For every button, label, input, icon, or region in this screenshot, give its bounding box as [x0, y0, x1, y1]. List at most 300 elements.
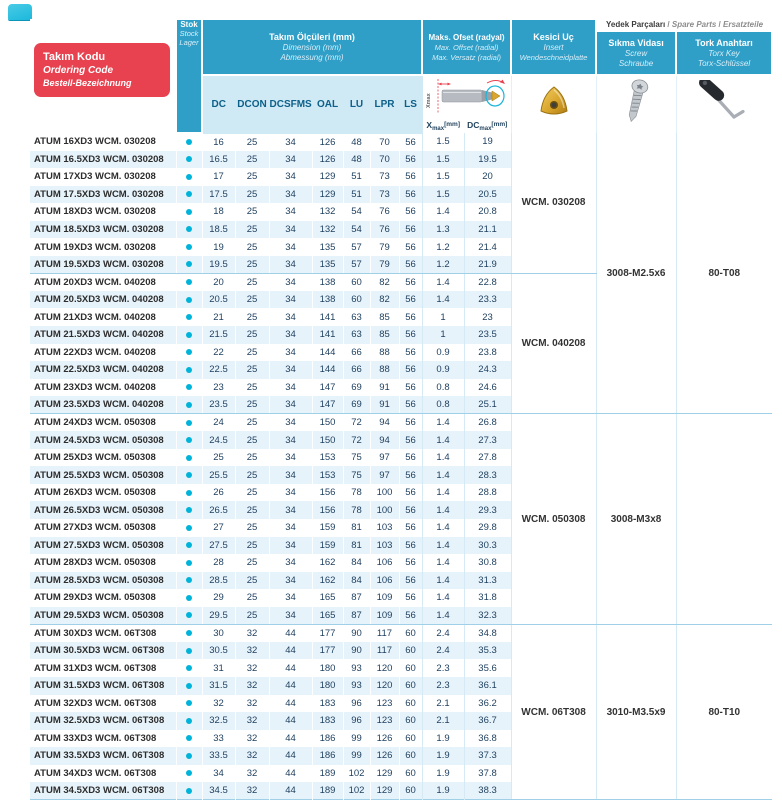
svg-text:Xmax: Xmax	[425, 93, 432, 108]
dcon-cell: 25	[235, 273, 269, 291]
dcmax-cell: 37.3	[464, 747, 511, 765]
dcsfms-cell: 34	[269, 221, 312, 239]
stock-dot-cell	[176, 396, 202, 414]
ls-cell: 56	[399, 273, 422, 291]
dc-cell: 30	[202, 624, 235, 642]
lu-cell: 75	[343, 449, 370, 467]
stock-dot-icon	[186, 490, 192, 496]
oal-cell: 147	[312, 379, 343, 397]
dc-cell: 28	[202, 554, 235, 572]
stock-dot-icon	[186, 156, 192, 162]
header-row-top	[30, 19, 772, 31]
dcon-cell: 25	[235, 168, 269, 186]
lpr-cell: 117	[370, 624, 399, 642]
dcon-cell: 25	[235, 396, 269, 414]
tool-code-cell: ATUM 24XD3 WCM. 050308	[34, 417, 156, 429]
torx-header	[676, 31, 772, 75]
dcon-cell: 25	[235, 554, 269, 572]
lu-cell: 69	[343, 379, 370, 397]
lu-cell: 93	[343, 659, 370, 677]
dcsfms-cell: 34	[269, 537, 312, 555]
dcmax-cell: 21.9	[464, 256, 511, 274]
stock-dot-icon	[186, 507, 192, 513]
dcsfms-cell: 44	[269, 712, 312, 730]
oal-cell: 153	[312, 449, 343, 467]
oal-cell: 186	[312, 730, 343, 748]
screw-icon-cell	[596, 75, 676, 133]
catalog-table	[30, 18, 773, 800]
ls-cell: 56	[399, 589, 422, 607]
dimensions-label-en: Dimension (mm)	[282, 42, 342, 52]
ls-cell: 56	[399, 291, 422, 309]
ls-cell: 60	[399, 642, 422, 660]
lu-cell: 51	[343, 186, 370, 204]
stock-dot-icon	[186, 191, 192, 197]
lu-cell: 90	[343, 624, 370, 642]
stock-dot-icon	[186, 612, 192, 618]
offset-label-en: Max. Offset (radial)	[434, 42, 499, 52]
lpr-cell: 91	[370, 396, 399, 414]
lpr-cell: 100	[370, 501, 399, 519]
xmax-cell: 1.4	[422, 554, 464, 572]
dcsfms-cell: 34	[269, 501, 312, 519]
ls-cell: 60	[399, 782, 422, 800]
stock-dot-cell	[176, 730, 202, 748]
tool-code-cell: ATUM 18.5XD3 WCM. 030208	[30, 221, 176, 239]
col-header-dc: DC	[202, 75, 235, 133]
dcon-cell: 25	[235, 291, 269, 309]
stock-dot-cell	[176, 344, 202, 362]
screw-header	[596, 31, 676, 75]
xmax-cell: 1.9	[422, 765, 464, 783]
dcsfms-cell: 44	[269, 677, 312, 695]
lu-cell: 51	[343, 168, 370, 186]
tool-code-cell: ATUM 32XD3 WCM. 06T308	[34, 697, 157, 709]
torx-key-cell: 80-T08	[676, 133, 772, 414]
dcmax-cell: 20.8	[464, 203, 511, 221]
lu-cell: 87	[343, 607, 370, 625]
xmax-cell: 1	[422, 308, 464, 326]
torx-key-cell	[676, 414, 772, 625]
screw-icon	[623, 78, 649, 126]
lpr-cell: 126	[370, 730, 399, 748]
dc-cell: 18.5	[202, 221, 235, 239]
ls-cell: 56	[399, 379, 422, 397]
dcmax-cell: 20.5	[464, 186, 511, 204]
dcmax-cell: 37.8	[464, 765, 511, 783]
dcmax-cell: 24.6	[464, 379, 511, 397]
stock-dot-cell	[176, 186, 202, 204]
xmax-cell: 1.4	[422, 484, 464, 502]
stock-dot-icon	[186, 542, 192, 548]
stock-dot-cell	[176, 414, 202, 432]
dcmax-cell: 36.7	[464, 712, 511, 730]
oal-cell: 126	[312, 151, 343, 169]
dcmax-cell: 29.3	[464, 501, 511, 519]
xmax-cell: 1.2	[422, 256, 464, 274]
oal-cell: 180	[312, 677, 343, 695]
dc-cell: 18	[202, 203, 235, 221]
stock-dot-icon	[186, 314, 192, 320]
stock-dot-cell	[176, 238, 202, 256]
ls-cell: 56	[399, 186, 422, 204]
stock-dot-icon	[186, 332, 192, 338]
stock-dot-icon	[186, 367, 192, 373]
dcmax-cell: 36.2	[464, 695, 511, 713]
dcon-cell: 25	[235, 308, 269, 326]
dcmax-cell: 23.3	[464, 291, 511, 309]
dc-cell: 31.5	[202, 677, 235, 695]
stock-dot-cell	[176, 607, 202, 625]
lpr-cell: 82	[370, 273, 399, 291]
dcsfms-cell: 44	[269, 695, 312, 713]
stock-dot-icon	[186, 648, 192, 654]
oal-cell: 189	[312, 782, 343, 800]
dc-cell: 23	[202, 379, 235, 397]
screw-cell: 3010-M3.5x9	[596, 624, 676, 799]
lpr-cell: 76	[370, 203, 399, 221]
lu-cell: 93	[343, 677, 370, 695]
ls-cell: 56	[399, 203, 422, 221]
lu-cell: 99	[343, 730, 370, 748]
oal-cell: 132	[312, 203, 343, 221]
dcsfms-cell: 34	[269, 168, 312, 186]
xmax-col-header: $X_{max}[mm]$	[426, 119, 460, 132]
ls-cell: 56	[399, 133, 422, 151]
lu-cell: 66	[343, 361, 370, 379]
dcmax-cell: 38.3	[464, 782, 511, 800]
dcmax-cell: 21.1	[464, 221, 511, 239]
stock-dot-cell	[176, 554, 202, 572]
stock-dot-icon	[186, 753, 192, 759]
oal-cell: 165	[312, 589, 343, 607]
lpr-cell: 70	[370, 133, 399, 151]
lpr-cell: 126	[370, 747, 399, 765]
dcon-cell: 32	[235, 747, 269, 765]
dcon-cell: 25	[235, 466, 269, 484]
tool-code-cell: ATUM 16XD3 WCM. 030208	[34, 136, 156, 148]
lu-cell: 87	[343, 589, 370, 607]
dc-cell: 20	[202, 273, 235, 291]
stock-dot-icon	[186, 455, 192, 461]
stock-dot-icon	[186, 349, 192, 355]
dcmax-cell: 36.1	[464, 677, 511, 695]
lpr-cell: 82	[370, 291, 399, 309]
dc-cell: 17	[202, 168, 235, 186]
lu-cell: 81	[343, 519, 370, 537]
stock-dot-icon	[186, 770, 192, 776]
xmax-cell: 1.4	[422, 273, 464, 291]
dc-cell: 22.5	[202, 361, 235, 379]
stock-dot-icon	[186, 718, 192, 724]
dcsfms-cell: 34	[269, 414, 312, 432]
lpr-cell: 109	[370, 589, 399, 607]
tool-code-cell: ATUM 31XD3 WCM. 06T308	[34, 662, 157, 674]
stock-dot-icon	[186, 525, 192, 531]
dcon-cell: 25	[235, 151, 269, 169]
dc-cell: 32.5	[202, 712, 235, 730]
stock-dot-cell	[176, 168, 202, 186]
stock-dot-cell	[176, 203, 202, 221]
col-header-lu: LU	[343, 75, 370, 133]
dcsfms-cell: 34	[269, 186, 312, 204]
tool-code-cell: ATUM 28XD3 WCM. 050308	[34, 557, 156, 569]
oal-cell: 177	[312, 624, 343, 642]
dcsfms-cell: 44	[269, 624, 312, 642]
dc-cell: 27.5	[202, 537, 235, 555]
tool-code-cell: ATUM 29.5XD3 WCM. 050308	[30, 607, 176, 625]
dcsfms-cell: 44	[269, 765, 312, 783]
dcsfms-cell: 34	[269, 238, 312, 256]
tool-code-cell: ATUM 34XD3 WCM. 06T308	[34, 767, 157, 779]
ls-cell: 56	[399, 151, 422, 169]
lpr-cell: 97	[370, 466, 399, 484]
dc-cell: 29	[202, 589, 235, 607]
dcsfms-cell: 34	[269, 273, 312, 291]
dimensions-label-tr: Takım Ölçüleri (mm)	[269, 31, 355, 42]
dcon-cell: 25	[235, 221, 269, 239]
lu-cell: 60	[343, 291, 370, 309]
stock-dot-cell	[176, 291, 202, 309]
tool-code-cell: ATUM 21XD3 WCM. 040208	[34, 311, 156, 323]
tool-code-cell: ATUM 31.5XD3 WCM. 06T308	[30, 677, 176, 695]
stock-dot-icon	[186, 560, 192, 566]
tool-code-cell: ATUM 32.5XD3 WCM. 06T308	[30, 712, 176, 730]
col-header-ls: LS	[399, 75, 422, 133]
dcsfms-cell: 34	[269, 326, 312, 344]
dcsfms-cell: 34	[269, 607, 312, 625]
dcon-cell: 32	[235, 782, 269, 800]
xmax-cell: 1.4	[422, 501, 464, 519]
ls-cell: 60	[399, 747, 422, 765]
dcsfms-cell: 34	[269, 396, 312, 414]
stock-dot-cell	[176, 308, 202, 326]
lpr-cell: 120	[370, 677, 399, 695]
table-row	[30, 133, 772, 151]
oal-cell: 132	[312, 221, 343, 239]
dc-cell: 23.5	[202, 396, 235, 414]
offset-sub-headers	[423, 117, 511, 132]
dc-cell: 28.5	[202, 572, 235, 590]
dcsfms-cell: 34	[269, 449, 312, 467]
stock-dot-icon	[186, 244, 192, 250]
stock-dot-cell	[176, 747, 202, 765]
offset-label-tr: Maks. Ofset (radyal)	[428, 32, 505, 42]
lu-cell: 84	[343, 572, 370, 590]
lu-cell: 72	[343, 414, 370, 432]
ls-cell: 56	[399, 449, 422, 467]
dcmax-cell: 30.8	[464, 554, 511, 572]
oal-cell: 180	[312, 659, 343, 677]
tool-code-cell: ATUM 16.5XD3 WCM. 030208	[30, 151, 176, 169]
dcmax-cell: 24.3	[464, 361, 511, 379]
screw-label-tr: Sıkma Vidası	[608, 37, 664, 48]
lpr-cell: 73	[370, 168, 399, 186]
dcmax-cell: 32.3	[464, 607, 511, 625]
dcmax-cell: 28.8	[464, 484, 511, 502]
dcon-cell: 25	[235, 186, 269, 204]
ls-cell: 60	[399, 695, 422, 713]
dcon-cell: 32	[235, 765, 269, 783]
lpr-cell: 123	[370, 695, 399, 713]
stock-dot-icon	[186, 472, 192, 478]
dcon-cell: 25	[235, 449, 269, 467]
oal-cell: 126	[312, 133, 343, 151]
dcon-cell: 32	[235, 712, 269, 730]
tool-code-cell: ATUM 26XD3 WCM. 050308	[34, 487, 156, 499]
oal-cell: 144	[312, 344, 343, 362]
dc-cell: 25.5	[202, 466, 235, 484]
offset-diagram-cell	[422, 75, 511, 133]
ls-cell: 56	[399, 414, 422, 432]
ls-cell: 56	[399, 519, 422, 537]
dcmax-cell: 35.6	[464, 659, 511, 677]
xmax-cell: 2.1	[422, 712, 464, 730]
dcsfms-cell: 44	[269, 659, 312, 677]
offset-header	[422, 19, 511, 75]
stock-dot-icon	[186, 261, 192, 267]
tool-code-cell: ATUM 17.5XD3 WCM. 030208	[30, 186, 176, 204]
dimensions-header	[202, 19, 422, 75]
torx-label-de: Torx-Schlüssel	[697, 58, 751, 68]
oal-cell: 186	[312, 747, 343, 765]
oal-cell: 165	[312, 607, 343, 625]
tool-code-cell: ATUM 33.5XD3 WCM. 06T308	[30, 747, 176, 765]
stock-dot-cell	[176, 642, 202, 660]
dcsfms-cell: 34	[269, 203, 312, 221]
dcmax-cell: 35.3	[464, 642, 511, 660]
ls-cell: 60	[399, 730, 422, 748]
table-row	[30, 414, 772, 432]
lu-cell: 54	[343, 221, 370, 239]
oal-cell: 129	[312, 186, 343, 204]
tool-code-cell: ATUM 27.5XD3 WCM. 050308	[30, 537, 176, 555]
stock-dot-icon	[186, 402, 192, 408]
ls-cell: 56	[399, 308, 422, 326]
xmax-cell: 2.3	[422, 659, 464, 677]
stock-dot-cell	[176, 501, 202, 519]
dcon-cell: 25	[235, 361, 269, 379]
dcmax-cell: 30.3	[464, 537, 511, 555]
stock-dot-icon	[186, 139, 192, 145]
lu-cell: 60	[343, 273, 370, 291]
dcsfms-cell: 34	[269, 361, 312, 379]
torx-key-icon-cell	[676, 75, 772, 133]
ls-cell: 56	[399, 361, 422, 379]
dcsfms-cell: 44	[269, 730, 312, 748]
insert-label-de: Wendeschneidplatte	[519, 52, 588, 62]
tool-code-cell: ATUM 19XD3 WCM. 030208	[34, 241, 156, 253]
tool-code-cell: ATUM 21.5XD3 WCM. 040208	[30, 326, 176, 344]
xmax-cell: 1.9	[422, 747, 464, 765]
lpr-cell: 123	[370, 712, 399, 730]
oal-cell: 162	[312, 572, 343, 590]
tool-code-cell: ATUM 30.5XD3 WCM. 06T308	[30, 642, 176, 660]
col-header-dcon: DCON	[235, 75, 269, 133]
stock-dot-cell	[176, 361, 202, 379]
xmax-cell: 1	[422, 326, 464, 344]
stock-dot-cell	[176, 589, 202, 607]
stock-dot-cell	[176, 379, 202, 397]
tool-code-cell: ATUM 18XD3 WCM. 030208	[34, 206, 156, 218]
stock-dot-icon	[186, 700, 192, 706]
oal-cell: 144	[312, 361, 343, 379]
stock-dot-icon	[186, 384, 192, 390]
dcon-cell: 25	[235, 572, 269, 590]
dcsfms-cell: 34	[269, 379, 312, 397]
stock-dot-cell	[176, 449, 202, 467]
xmax-cell: 1.9	[422, 782, 464, 800]
dcsfms-cell: 34	[269, 151, 312, 169]
xmax-cell: 1.4	[422, 203, 464, 221]
oal-cell: 147	[312, 396, 343, 414]
dcon-cell: 25	[235, 238, 269, 256]
ls-cell: 56	[399, 501, 422, 519]
dcmax-cell: 23.8	[464, 344, 511, 362]
dcon-cell: 32	[235, 730, 269, 748]
dc-cell: 32	[202, 695, 235, 713]
dcon-cell: 25	[235, 484, 269, 502]
tool-code-cell: ATUM 26.5XD3 WCM. 050308	[30, 501, 176, 519]
lpr-cell: 85	[370, 326, 399, 344]
xmax-cell: 1.3	[422, 221, 464, 239]
stock-dot-cell	[176, 712, 202, 730]
dcon-cell: 25	[235, 537, 269, 555]
dcmax-cell: 34.8	[464, 624, 511, 642]
tool-code-cell: ATUM 27XD3 WCM. 050308	[34, 522, 156, 534]
dcon-cell: 25	[235, 379, 269, 397]
lu-cell: 78	[343, 484, 370, 502]
dcon-cell: 25	[235, 519, 269, 537]
oal-cell: 177	[312, 642, 343, 660]
dcsfms-cell: 34	[269, 572, 312, 590]
lu-cell: 66	[343, 344, 370, 362]
ls-cell: 60	[399, 712, 422, 730]
dcmax-cell: 23.5	[464, 326, 511, 344]
stock-dot-icon	[186, 437, 192, 443]
insert-header	[511, 19, 596, 75]
col-header-oal: OAL	[312, 75, 343, 133]
xmax-cell: 2.1	[422, 695, 464, 713]
dcmax-cell: 36.8	[464, 730, 511, 748]
xmax-cell: 0.9	[422, 344, 464, 362]
xmax-cell: 0.9	[422, 361, 464, 379]
ls-cell: 56	[399, 256, 422, 274]
dc-cell: 24	[202, 414, 235, 432]
stock-dot-cell	[176, 624, 202, 642]
stock-label-tr: Stok	[180, 20, 198, 29]
lu-cell: 102	[343, 765, 370, 783]
tool-code-cell: ATUM 19.5XD3 WCM. 030208	[30, 256, 176, 274]
lpr-cell: 73	[370, 186, 399, 204]
xmax-cell: 1.4	[422, 537, 464, 555]
dcmax-cell: 27.3	[464, 431, 511, 449]
xmax-cell: 2.4	[422, 642, 464, 660]
stock-dot-cell	[176, 484, 202, 502]
tool-code-cell: ATUM 22XD3 WCM. 040208	[34, 346, 156, 358]
ordering-code-header	[30, 19, 176, 133]
dcmax-cell: 31.8	[464, 589, 511, 607]
stock-dot-cell	[176, 466, 202, 484]
tool-code-cell: ATUM 23.5XD3 WCM. 040208	[30, 396, 176, 414]
oal-cell: 162	[312, 554, 343, 572]
lpr-cell: 88	[370, 344, 399, 362]
dcsfms-cell: 34	[269, 554, 312, 572]
dc-cell: 19.5	[202, 256, 235, 274]
dcmax-cell: 26.8	[464, 414, 511, 432]
screw-label-en: Screw	[624, 48, 648, 58]
oal-cell: 183	[312, 695, 343, 713]
